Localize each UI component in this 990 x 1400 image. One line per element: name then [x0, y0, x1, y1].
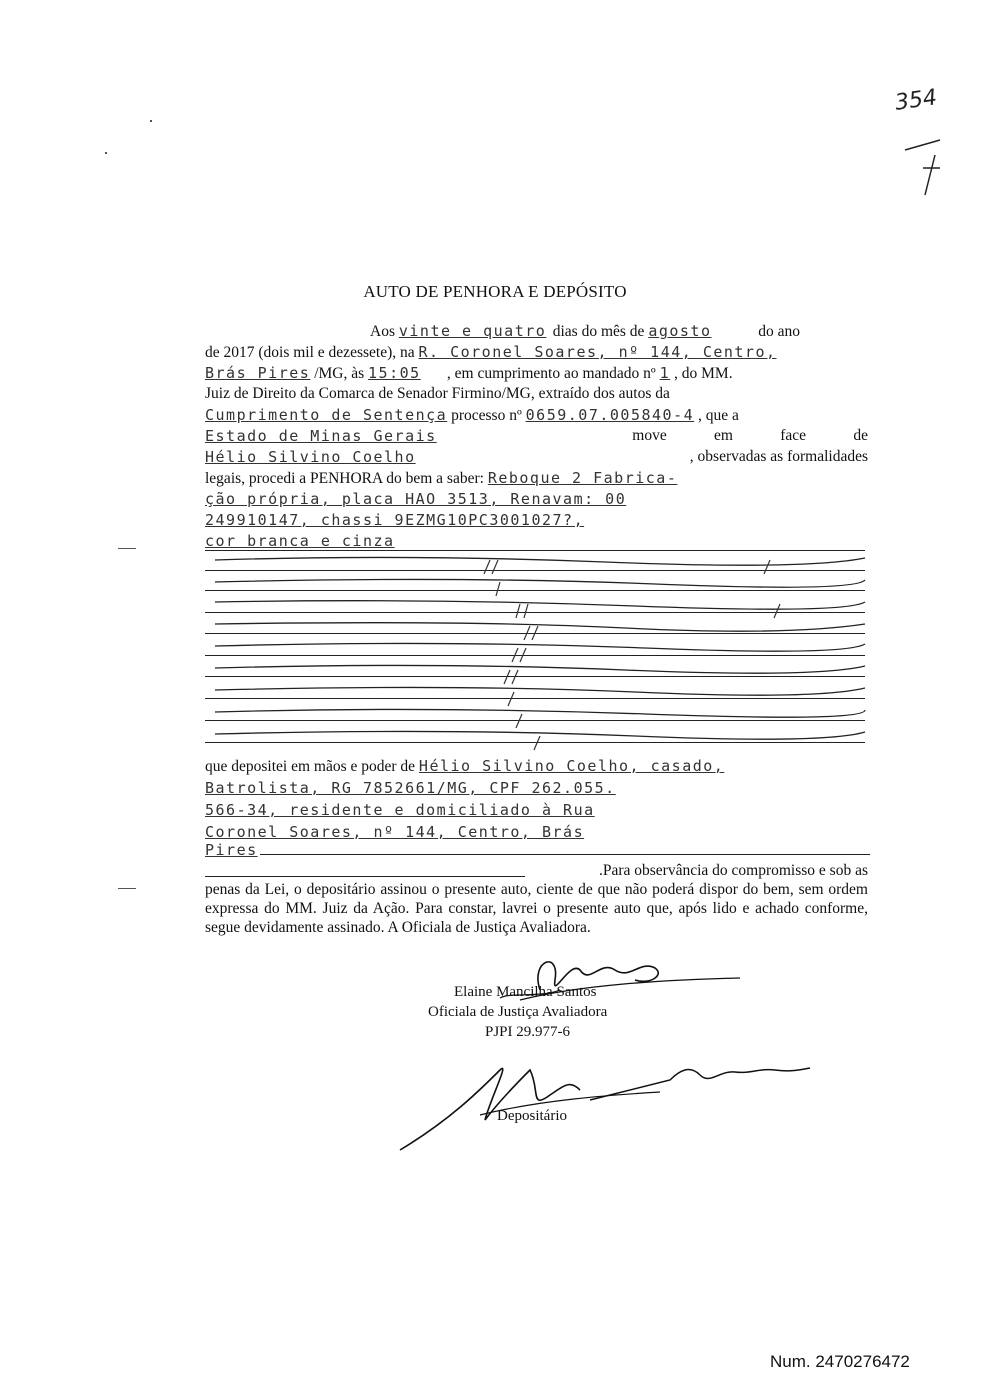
scan-speck — [150, 120, 152, 122]
text-line: de 2017 (dois mil e dezessete), na R. Coronel Soares, nº 144, Centro, — [205, 343, 777, 361]
handwritten-exequente: Estado de Minas Gerais — [205, 427, 437, 445]
handwritten-bem-line: cor branca e cinza — [205, 532, 395, 550]
text-line: Aos vinte e quatro dias do mês de agosto do ano — [370, 322, 800, 340]
handwritten-time: 15:05 — [368, 364, 421, 382]
handwritten-mandado: 1 — [659, 364, 671, 382]
page-number-strike — [895, 120, 955, 200]
handwritten-depositario-line: Pires — [205, 841, 258, 859]
handwritten-bem-line: 249910147, chassi 9EZMG10PC3001027?, — [205, 511, 585, 529]
depositario-label: Depositário — [497, 1108, 567, 1124]
handwritten-processo: 0659.07.005840-4 — [525, 406, 695, 424]
handwritten-bem-line: ção própria, placa HAO 3513, Renavam: 00 — [205, 490, 627, 508]
handwritten-depositario-line: 566-34, residente e domiciliado à Rua — [205, 801, 595, 819]
text-line: Hélio Silvino Coelho , observadas as formalidades — [205, 448, 868, 466]
page-number: 354 — [893, 85, 939, 116]
filler-line — [205, 876, 525, 877]
text-line: que depositei em mãos e poder de Hélio Silvino Coelho, casado, — [205, 757, 725, 775]
officer-id: PJPI 29.977-6 — [485, 1024, 571, 1040]
text-line: .Para observância do compromisso e sob as — [598, 862, 868, 879]
scan-speck — [105, 152, 107, 154]
margin-mark — [118, 888, 136, 889]
document-number: Num. 2470276472 — [770, 1352, 910, 1371]
filler-slash-marks — [470, 540, 820, 755]
text-line: Brás Pires /MG, às 15:05 , em cumprimento ao mandado nº 1 , do MM. — [205, 364, 733, 382]
handwritten-depositario: Hélio Silvino Coelho, casado, — [418, 757, 725, 775]
handwritten-bem: Reboque 2 Fabrica- — [487, 469, 678, 487]
handwritten-depositario-line: Coronel Soares, nº 144, Centro, Brás — [205, 823, 585, 841]
officer-name: Elaine Mancilha Santos — [454, 984, 597, 1000]
handwritten-address: R. Coronel Soares, nº 144, Centro, — [418, 343, 777, 361]
text-line: Estado de Minas Gerais move em face de — [205, 427, 868, 445]
text-line: Cumprimento de Sentença processo nº 0659.07.005840-4 , que a — [205, 406, 739, 424]
text-line: Juiz de Direito da Comarca de Senador Firmino/MG, extraído dos autos da — [205, 385, 670, 402]
filler-line — [260, 854, 870, 855]
handwritten-depositario-line: Batrolista, RG 7852661/MG, CPF 262.055. — [205, 779, 616, 797]
handwritten-executado: Hélio Silvino Coelho — [205, 448, 416, 466]
document-title: AUTO DE PENHORA E DEPÓSITO — [363, 282, 627, 301]
handwritten-city: Brás Pires — [205, 364, 311, 382]
officer-role: Oficiala de Justiça Avaliadora — [428, 1004, 608, 1020]
handwritten-month: agosto — [648, 322, 712, 340]
handwritten-day: vinte e quatro — [398, 322, 547, 340]
handwritten-acao: Cumprimento de Sentença — [205, 406, 448, 424]
closing-paragraph: penas da Lei, o depositário assinou o presente auto, ciente de que não poderá dispor do bem, sem ordem expressa do MM. Juiz da Ação. Para constar, lavrei o presente auto que, após lido e achado conforme, segue devidamente assinado. A Oficiala de Justiça Avaliadora. — [205, 881, 868, 936]
text-line: legais, procedi a PENHORA do bem a saber: Reboque 2 Fabrica- — [205, 469, 678, 487]
depositario-signature — [390, 1040, 830, 1160]
margin-mark — [118, 548, 136, 549]
